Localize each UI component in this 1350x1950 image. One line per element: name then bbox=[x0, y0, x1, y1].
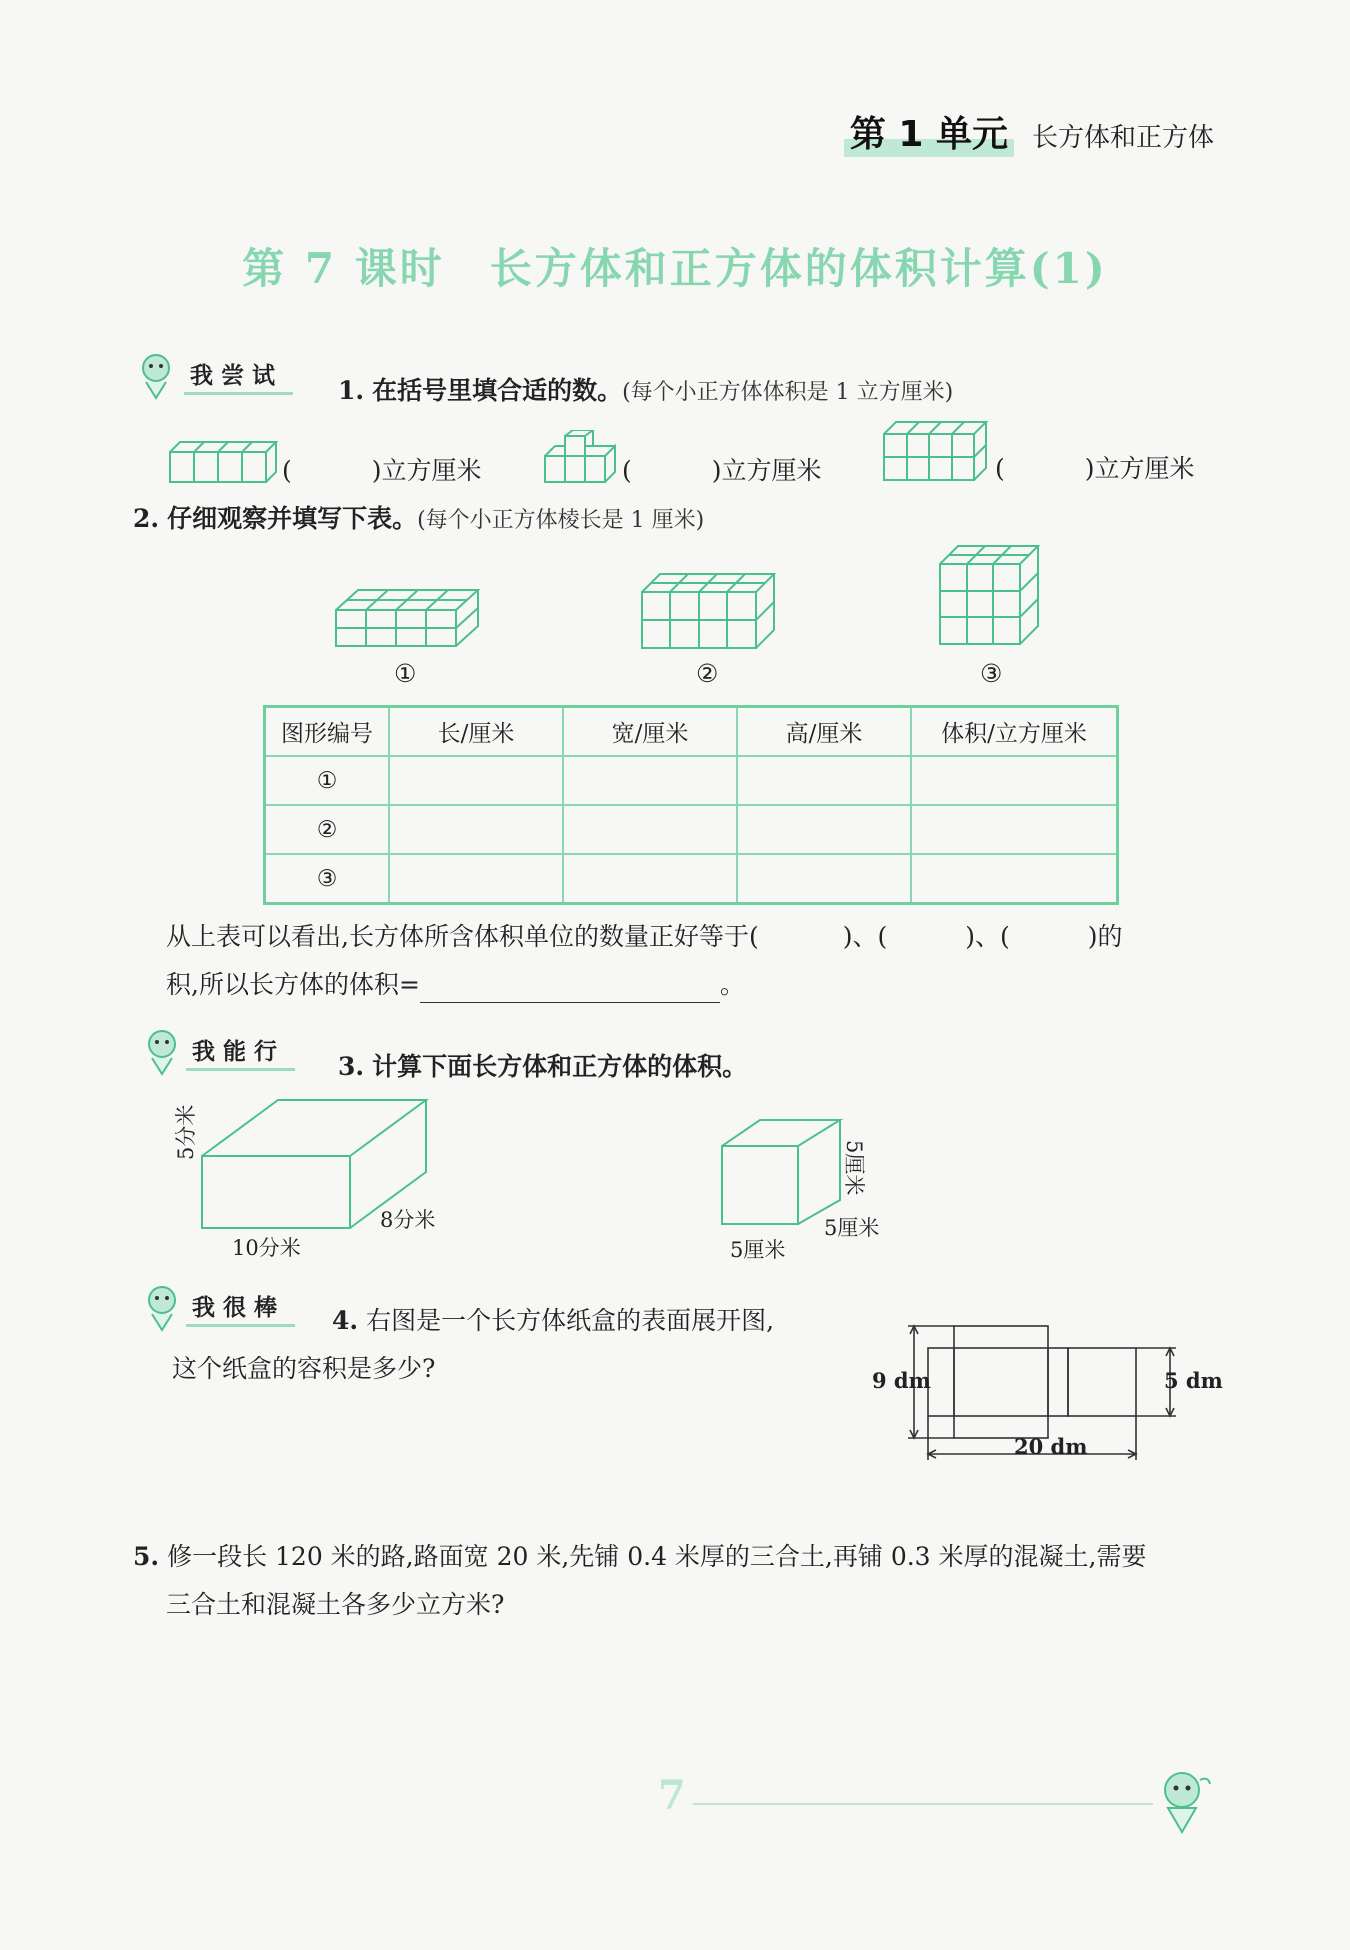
badge-label: 我能行 bbox=[186, 1033, 295, 1071]
cube-length-label: 5厘米 bbox=[730, 1238, 786, 1262]
net-height-label: 9 dm bbox=[872, 1368, 931, 1393]
footer-rule bbox=[693, 1803, 1153, 1805]
table-row bbox=[265, 854, 1118, 904]
answer-cell[interactable] bbox=[737, 854, 911, 904]
question-2: 2. 仔细观察并填写下表。(每个小正方体棱长是 1 厘米) bbox=[133, 504, 705, 533]
lesson-title: 第 7 课时 长方体和正方体的体积计算(1) bbox=[242, 244, 1108, 293]
question-1: 1. 在括号里填合适的数。(每个小正方体体积是 1 立方厘米) bbox=[338, 376, 954, 405]
table-row bbox=[265, 756, 1118, 805]
conclusion-line-1: 从上表可以看出,长方体所含体积单位的数量正好等于( )、( )、( )的 bbox=[166, 922, 1123, 951]
observation-table bbox=[263, 705, 1119, 905]
answer-cell[interactable] bbox=[911, 805, 1118, 854]
mascot-icon bbox=[132, 348, 184, 404]
badge-label: 我很棒 bbox=[186, 1289, 295, 1327]
question-4: 4. 右图是一个长方体纸盒的表面展开图, bbox=[332, 1306, 775, 1335]
mascot-icon bbox=[140, 1280, 186, 1336]
cube-figure-a bbox=[168, 440, 278, 486]
question-4-line-2: 这个纸盒的容积是多少? bbox=[172, 1354, 436, 1383]
answer-cell[interactable] bbox=[563, 805, 737, 854]
net-length-label: 20 dm bbox=[1014, 1434, 1088, 1459]
cube-figure-3 bbox=[938, 544, 1042, 648]
answer-cell[interactable] bbox=[389, 756, 563, 805]
unit-header bbox=[844, 106, 1214, 157]
table-header-row bbox=[265, 707, 1118, 757]
answer-cell[interactable] bbox=[389, 805, 563, 854]
cube-width-label: 5厘米 bbox=[824, 1216, 880, 1240]
cuboid-width-label: 8分米 bbox=[380, 1208, 436, 1232]
mascot-icon bbox=[140, 1024, 186, 1080]
row-label: ③ bbox=[265, 854, 390, 904]
mascot-icon bbox=[1152, 1766, 1218, 1840]
table-header: 宽/厘米 bbox=[563, 707, 737, 757]
unit-title: 长方体和正方体 bbox=[1031, 123, 1214, 153]
answer-cell[interactable] bbox=[563, 756, 737, 805]
conclusion-line-2: 积,所以长方体的体积= 。 bbox=[166, 968, 745, 1003]
answer-cell[interactable] bbox=[911, 756, 1118, 805]
answer-1a: ( )立方厘米 bbox=[282, 456, 482, 485]
cuboid-figure-1 bbox=[334, 588, 480, 650]
answer-1b: ( )立方厘米 bbox=[622, 456, 822, 485]
unit-number: 第 1 单元 bbox=[844, 106, 1014, 157]
row-label: ② bbox=[265, 805, 390, 854]
cuboid-length-label: 10分米 bbox=[232, 1236, 301, 1260]
answer-blank[interactable] bbox=[420, 968, 720, 1003]
row-label: ① bbox=[265, 756, 390, 805]
answer-1c: ( )立方厘米 bbox=[995, 454, 1195, 483]
badge-can bbox=[140, 1024, 295, 1080]
table-row bbox=[265, 805, 1118, 854]
table-header: 体积/立方厘米 bbox=[911, 707, 1118, 757]
badge-try bbox=[132, 348, 293, 404]
figure-label-3: ③ bbox=[980, 659, 1003, 688]
cube-figure-b bbox=[543, 430, 619, 486]
table-header: 高/厘米 bbox=[737, 707, 911, 757]
badge-label: 我尝试 bbox=[184, 357, 293, 395]
cube-figure-c bbox=[882, 420, 990, 484]
figure-label-1: ① bbox=[394, 659, 417, 688]
cube-height-label: 5厘米 bbox=[842, 1140, 866, 1196]
answer-cell[interactable] bbox=[737, 805, 911, 854]
answer-cell[interactable] bbox=[563, 854, 737, 904]
question-5-line-2: 三合土和混凝土各多少立方米? bbox=[166, 1590, 505, 1619]
page-number: 7 bbox=[658, 1772, 686, 1819]
badge-great bbox=[140, 1280, 295, 1336]
question-3: 3. 计算下面长方体和正方体的体积。 bbox=[338, 1052, 748, 1081]
figure-label-2: ② bbox=[696, 659, 719, 688]
question-5: 5. 修一段长 120 米的路,路面宽 20 米,先铺 0.4 米厚的三合土,再铺 0.3 米厚的混凝土,需要 bbox=[133, 1542, 1147, 1571]
answer-cell[interactable] bbox=[737, 756, 911, 805]
table-header: 图形编号 bbox=[265, 707, 390, 757]
cuboid-height-label: 5分米 bbox=[174, 1104, 198, 1160]
cuboid-figure-2 bbox=[640, 572, 776, 652]
table-header: 长/厘米 bbox=[389, 707, 563, 757]
net-width-label: 5 dm bbox=[1164, 1368, 1223, 1393]
answer-cell[interactable] bbox=[911, 854, 1118, 904]
answer-cell[interactable] bbox=[389, 854, 563, 904]
